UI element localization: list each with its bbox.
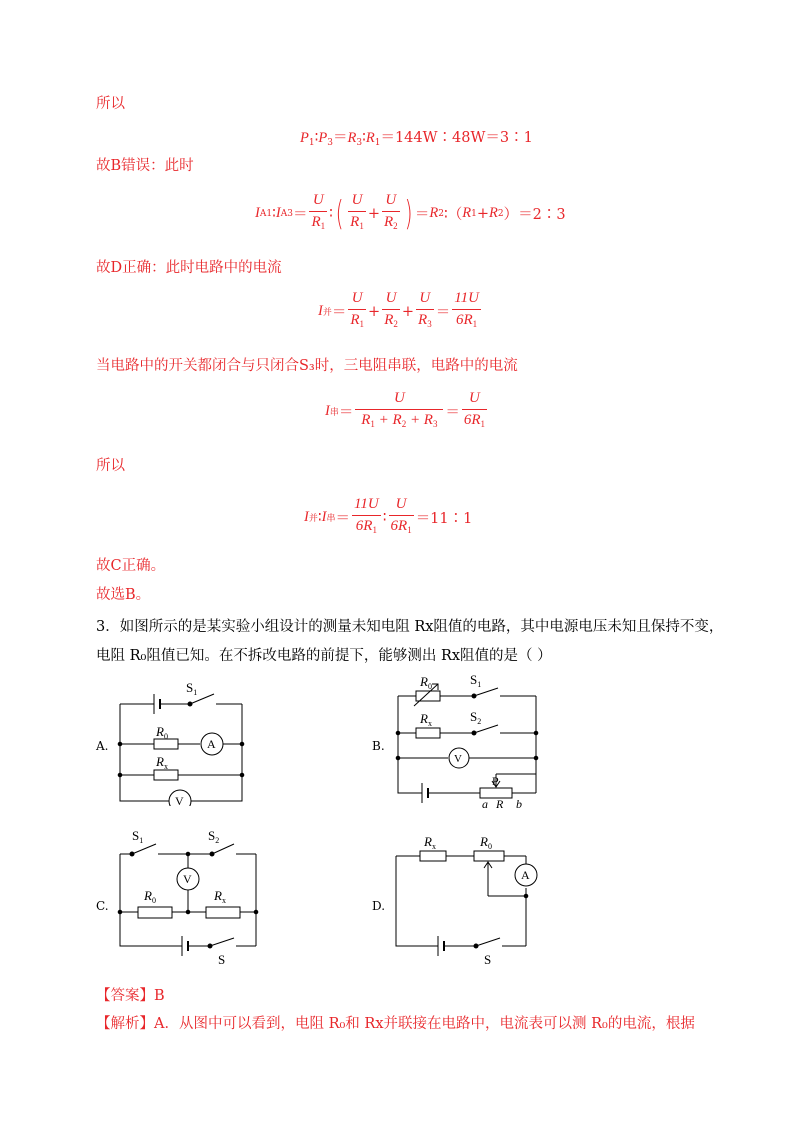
equation-final-ratio: I 并 ∶ I 串 ＝ $\frac{11U}{6R_1}$ ∶ $\frac{U}{6R_1}$ ＝11∶1 bbox=[304, 496, 473, 535]
svg-text:Rx: $R_x$ bbox=[420, 711, 432, 728]
switch-s2 bbox=[212, 844, 234, 854]
text-line-b-wrong: 故B错误：此时 bbox=[96, 158, 194, 174]
resistor-rx bbox=[154, 770, 178, 780]
circuit-diagram-d bbox=[390, 826, 550, 966]
svg-text:S: S bbox=[218, 952, 226, 966]
svg-text:R0: $R_0$ bbox=[144, 888, 156, 905]
svg-text:S1: $S_1$ bbox=[132, 828, 144, 845]
option-a-label: A. bbox=[96, 739, 109, 753]
option-d-label: D. bbox=[372, 899, 386, 913]
svg-text:V: V bbox=[454, 753, 462, 765]
svg-text:V: V bbox=[183, 872, 192, 886]
text-line-so-2: 所以 bbox=[96, 458, 125, 474]
svg-text:P: P bbox=[492, 774, 499, 788]
svg-text:a: a bbox=[482, 797, 488, 808]
label-r0: $R_0$ bbox=[156, 724, 168, 741]
resistor-rx bbox=[206, 907, 240, 918]
switch-s1 bbox=[474, 688, 498, 696]
answer-line: 【答案】B bbox=[96, 988, 165, 1004]
label-s1: $S_1$ bbox=[186, 680, 198, 697]
circuit-diagram-c bbox=[110, 826, 270, 966]
analysis-line: 【解析】A．从图中可以看到，电阻 R₀和 Rx并联接在电路中，电流表可以测 R₀的电流，根据 bbox=[96, 1016, 695, 1032]
svg-text:b: b bbox=[516, 797, 522, 808]
question-line-2: 电阻 R₀阻值已知。在不拆改电路的前提下，能够测出 Rx阻值的是（ ） bbox=[96, 648, 552, 664]
text-line-choose-b: 故选B。 bbox=[96, 587, 151, 603]
svg-text:S2: $S_2$ bbox=[208, 828, 220, 845]
svg-text:S: S bbox=[484, 952, 492, 966]
equation-current-ratio: I A1 ∶ I A3 ＝ $\frac{U}{R_1}$ ∶ ( $\frac{U}{R_1}$ + $\frac{U}{R_2}$ ) ＝ R 2 ∶（ R 1 + R 2 ）＝2∶3 bbox=[255, 192, 566, 234]
equation-power-ratio: $P_1∶P_3=R_3∶R_1=144W∶48W=3∶1$ bbox=[300, 130, 533, 148]
svg-text:R0: $R_0$ bbox=[480, 834, 492, 851]
label-rx: $R_x$ bbox=[156, 754, 168, 771]
text-line-series: 当电路中的开关都闭合与只闭合S₃时，三电阻串联，电路中的电流 bbox=[96, 358, 518, 374]
label-voltmeter: V bbox=[175, 794, 184, 806]
resistor-rx bbox=[420, 851, 446, 861]
switch-s bbox=[476, 938, 500, 946]
text-line-so: 所以 bbox=[96, 96, 125, 112]
circuit-diagram-b bbox=[390, 668, 550, 808]
resistor-r0 bbox=[138, 907, 172, 918]
equation-series-current: I 串 ＝ $\frac{U}{R_1 + R_2 + R_3}$ ＝ $\frac{U}{6R_1}$ bbox=[325, 390, 486, 429]
text-line-d-correct: 故D正确：此时电路中的电流 bbox=[96, 260, 282, 276]
circuit-diagram-a bbox=[110, 676, 250, 806]
svg-text:S2: $S_2$ bbox=[470, 709, 482, 726]
svg-text:Rx: $R_x$ bbox=[424, 834, 436, 851]
svg-text:R0: $R_0$ bbox=[420, 674, 432, 691]
option-c-label: C. bbox=[96, 899, 109, 913]
resistor-rx bbox=[416, 728, 440, 738]
equation-parallel-current: I 并 ＝ $\frac{U}{R_1}$ + $\frac{U}{R_2}$ + $\frac{U}{R_3}$ ＝ $\frac{11U}{6R_1}$ bbox=[318, 290, 479, 329]
switch-s2 bbox=[474, 725, 498, 733]
svg-text:A: A bbox=[521, 868, 530, 882]
switch-s bbox=[210, 938, 234, 946]
svg-text:Rx: $R_x$ bbox=[214, 888, 226, 905]
question-line-1: 3．如图所示的是某实验小组设计的测量未知电阻 Rx阻值的电路，其中电源电压未知且保持不变， bbox=[96, 619, 724, 635]
rheostat-r0 bbox=[474, 851, 504, 861]
switch-s1 bbox=[132, 844, 156, 854]
svg-text:R: R bbox=[496, 797, 504, 808]
svg-text:S1: $S_1$ bbox=[470, 672, 482, 689]
label-ammeter: A bbox=[207, 737, 216, 751]
text-line-c-correct: 故C正确。 bbox=[96, 558, 166, 574]
option-b-label: B. bbox=[372, 739, 385, 753]
